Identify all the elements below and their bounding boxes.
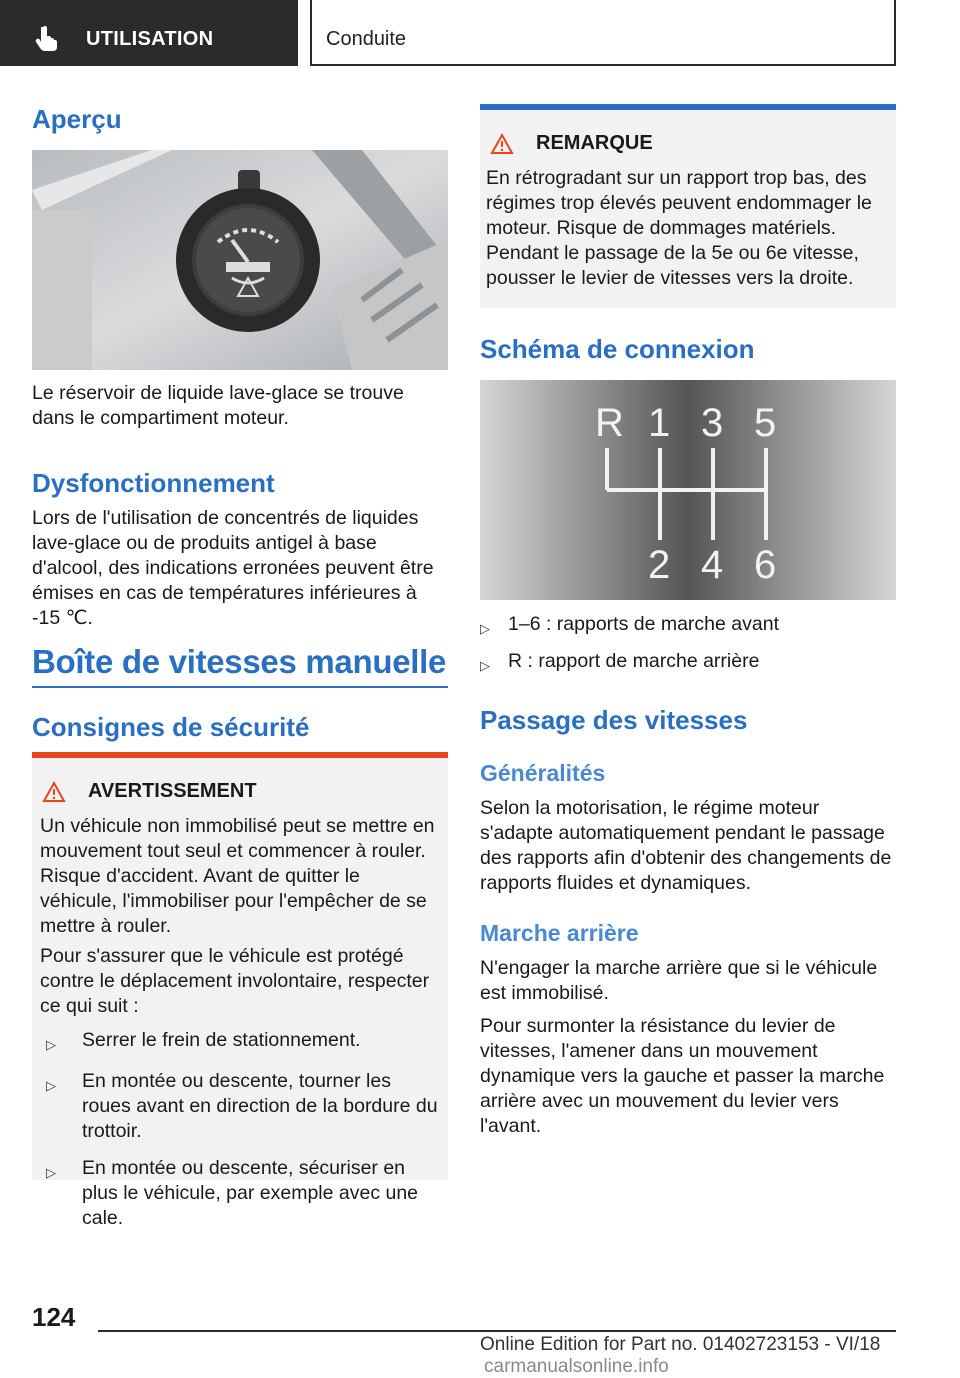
footer-rule <box>98 1330 896 1332</box>
section-tab <box>0 0 298 66</box>
warning-triangle-icon <box>42 781 66 803</box>
remarque-title-text: REMARQUE <box>536 132 653 154</box>
gear-label-5: 5 <box>754 401 777 445</box>
generalites-text: Selon la motorisation, le régime moteur s'adapte automatiquement pendant le passage des rapports afin d'obtenir des changements de rapports fluides et dynamiques. <box>480 797 892 894</box>
list-item-text: En montée ou descente, tourner les roues avant en direction de la bordure du trottoir. <box>82 1070 438 1142</box>
schema-list <box>480 612 896 678</box>
list-item-text: En montée ou descente, sécuriser en plus le véhicule, par exemple avec une cale. <box>82 1157 419 1229</box>
list-item <box>480 649 896 678</box>
edition-text <box>480 1334 960 1378</box>
notice-triangle-icon <box>490 133 514 155</box>
marche-arriere-p1: N'engager la marche arrière que si le véhicule est immobilisé. <box>480 957 878 1004</box>
warning-title <box>42 780 257 803</box>
schema-heading: Schéma de connexion <box>480 334 755 364</box>
warning-box <box>32 752 448 1229</box>
page-number: 124 <box>32 1302 76 1332</box>
washer-reservoir-illustration <box>32 150 448 370</box>
remarque-bar <box>480 104 896 110</box>
dysfonctionnement-heading: Dysfonctionnement <box>32 468 275 498</box>
gear-label-1: 1 <box>648 401 671 445</box>
remarque-text: En rétrogradant sur un rapport trop bas, des régimes trop élevés peuvent endommager le moteur. Risque de dommages matériels. Pendant le passage de la 5e ou 6e vitesse, pousser le levier de vitesses vers la droite. <box>486 167 872 289</box>
gear-label-4: 4 <box>701 543 724 587</box>
washer-reservoir-photo <box>32 150 448 370</box>
gear-label-6: 6 <box>754 543 777 587</box>
heading-rule <box>32 686 448 688</box>
hand-pointer-icon <box>34 24 62 52</box>
warning-title-text: AVERTISSEMENT <box>88 780 257 802</box>
consignes-heading: Consignes de sécurité <box>32 712 310 742</box>
bullet-triangle-icon: ▷ <box>480 658 490 673</box>
list-item-text: Serrer le frein de stationnement. <box>82 1029 361 1051</box>
section-title: UTILISATION <box>86 28 214 50</box>
gear-label-2: 2 <box>648 543 671 587</box>
watermark-text: carmanualsonline.info <box>484 1356 669 1377</box>
chapter-tab <box>310 0 896 66</box>
bullet-triangle-icon: ▷ <box>46 1037 56 1052</box>
marche-arriere-p2: Pour surmonter la résistance du levier de vitesses, l'amener dans un mouvement dynamique vers la gauche et passer la marche arrière avec un mouvement du levier vers l'avant. <box>480 1015 885 1137</box>
gear-label-3: 3 <box>701 401 724 445</box>
list-item <box>46 1069 438 1144</box>
bullet-triangle-icon: ▷ <box>480 621 490 636</box>
passage-heading: Passage des vitesses <box>480 705 748 735</box>
warning-bar <box>32 752 448 758</box>
gear-shift-pattern <box>480 380 896 600</box>
list-item-text: 1–6 : rapports de marche avant <box>508 613 779 635</box>
list-item <box>46 1028 438 1057</box>
list-item <box>480 612 896 641</box>
warning-p1: Un véhicule non immobilisé peut se mettre en mouvement tout seul et commencer à rouler. Risque d'accident. Avant de quitter le véhicule, l'immobiliser pour l'empêcher de se mettre à rouler. <box>40 815 435 937</box>
list-item <box>46 1156 438 1231</box>
gear-label-r: R <box>595 401 624 445</box>
dysfonctionnement-text: Lors de l'utilisation de concentrés de liquides lave-glace ou de produits antigel à base d'alcool, des indications erronées peuvent être émises en cas de températures inférieures à -15 ℃. <box>32 507 434 629</box>
bullet-triangle-icon: ▷ <box>46 1165 56 1180</box>
remarque-title <box>490 132 653 155</box>
remarque-box <box>480 104 896 308</box>
edition-label: Online Edition for Part no. 01402723153 - VI/18 <box>480 1334 881 1355</box>
apercu-heading: Aperçu <box>32 104 122 134</box>
apercu-text: Le réservoir de liquide lave-glace se trouve dans le compartiment moteur. <box>32 382 404 429</box>
marche-arriere-heading: Marche arrière <box>480 920 639 946</box>
boite-heading: Boîte de vitesses manuelle <box>32 643 447 680</box>
warning-list <box>46 1028 438 1231</box>
list-item-text: R : rapport de marche arrière <box>508 650 760 672</box>
bullet-triangle-icon: ▷ <box>46 1078 56 1093</box>
gear-pattern-diagram <box>480 380 896 600</box>
warning-p2: Pour s'assurer que le véhicule est protégé contre le déplacement involontaire, respecter ce qui suit : <box>40 945 430 1017</box>
chapter-title: Conduite <box>326 28 407 50</box>
generalites-heading: Généralités <box>480 760 606 786</box>
